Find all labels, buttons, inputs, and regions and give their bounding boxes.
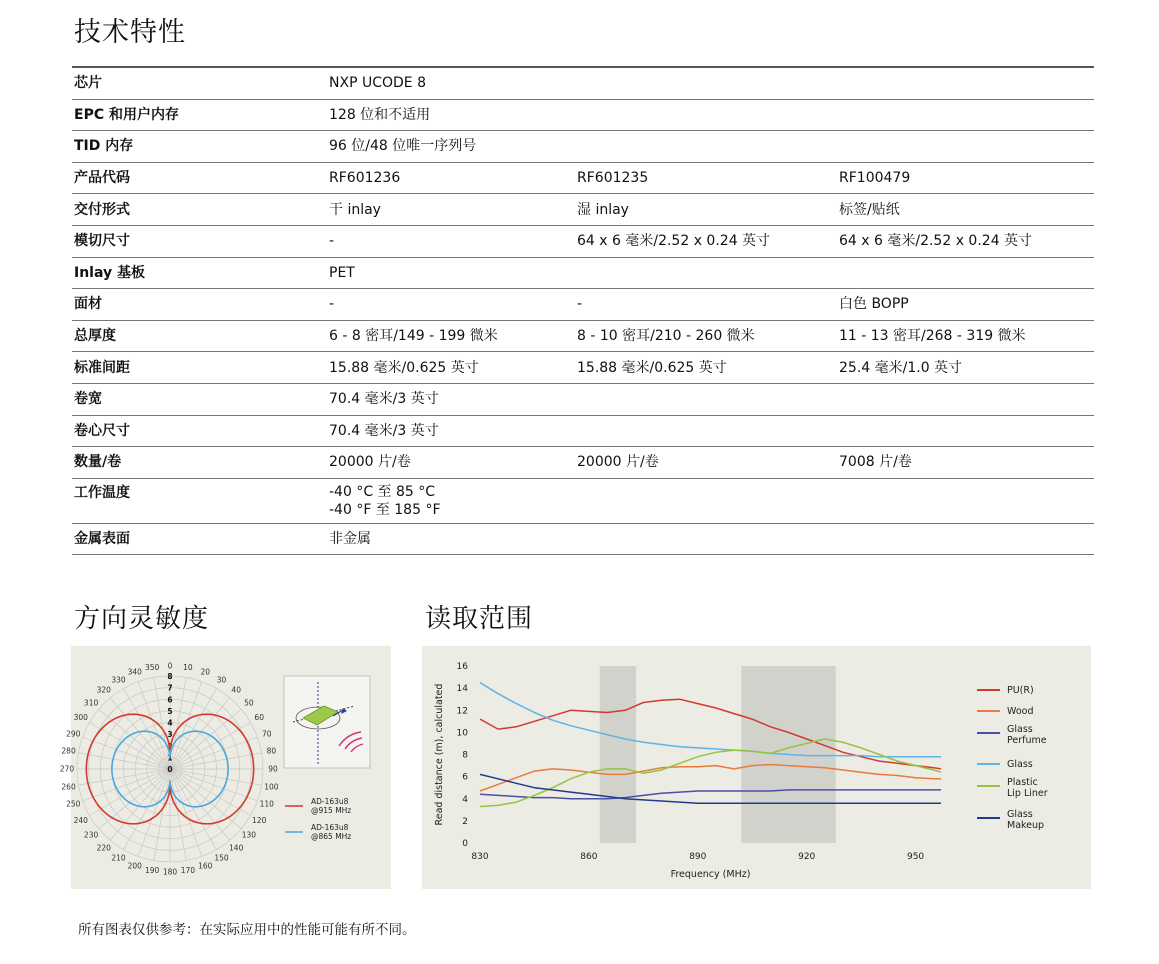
spec-value-2 [575, 67, 837, 99]
legend-label: Makeup [1007, 820, 1045, 831]
polar-radial-label: 1 [167, 753, 173, 763]
spec-value-3 [837, 523, 1094, 555]
spec-value-1 [327, 320, 575, 352]
spec-value-2: RF601235 [577, 170, 649, 187]
polar-radial-label: 8 [167, 672, 173, 681]
polar-angle-label: 220 [96, 843, 111, 853]
spec-value-2 [575, 99, 837, 131]
legend-label: Glass [1007, 809, 1033, 820]
spec-value-3 [837, 257, 1094, 289]
polar-angle-label: 310 [83, 698, 99, 708]
spec-value-1 [327, 257, 575, 289]
spec-row [72, 162, 1094, 194]
legend-label: Glass [1007, 724, 1033, 735]
polar-angle-label: 260 [61, 782, 76, 792]
legend-label: Plastic [1007, 777, 1038, 788]
legend-label: PU(R) [1007, 685, 1034, 696]
spec-value-2 [575, 478, 837, 523]
spec-value-3: 25.4 毫米/1.0 英寸 [839, 359, 963, 376]
spec-value-3 [837, 478, 1094, 523]
polar-legend-label: AD-163u8 [311, 797, 349, 806]
spec-key: 数量/卷 [74, 454, 122, 471]
polar-angle-label: 230 [83, 830, 99, 840]
spec-value-1 [327, 523, 575, 555]
series-line [480, 774, 941, 803]
spec-value-3: 白色 BOPP [839, 296, 909, 313]
spec-key: 金属表面 [74, 531, 130, 548]
series-line [480, 790, 941, 799]
polar-angle-label: 280 [61, 746, 76, 756]
tag-orientation-illustration-icon [284, 676, 370, 768]
polar-angle-label: 20 [200, 667, 211, 677]
polar-angle-label: 40 [231, 685, 241, 695]
spec-value-1-line: 6 - 8 密耳/149 - 199 微米 [329, 328, 498, 345]
spec-value-3: 7008 片/卷 [839, 454, 912, 471]
polar-angle-label: 190 [144, 865, 160, 875]
polar-angle-label: 320 [96, 685, 111, 695]
y-tick-label: 12 [456, 706, 468, 717]
spec-value-1-line: PET [329, 264, 355, 281]
spec-value-1-line: 70.4 毫米/3 英寸 [329, 391, 439, 408]
polar-radial-label: 0 [167, 765, 173, 774]
polar-legend-label: AD-163u8 [311, 823, 349, 832]
polar-angle-label: 350 [144, 663, 160, 673]
spec-key: 卷宽 [74, 391, 102, 408]
legend-label: Glass [1007, 759, 1033, 770]
legend-label: Lip Liner [1007, 788, 1048, 799]
spec-value-2: 15.88 毫米/0.625 英寸 [577, 359, 727, 376]
spec-key: 卷心尺寸 [74, 422, 130, 439]
spec-row [72, 383, 1094, 415]
spec-value-2: - [577, 296, 583, 313]
polar-angle-label: 90 [268, 764, 278, 774]
spec-value-2 [575, 383, 837, 415]
series-line [480, 683, 941, 757]
legend-label: Wood [1007, 706, 1034, 717]
polar-angle-label: 210 [111, 853, 126, 863]
spec-value-1-line: - [329, 296, 335, 313]
spec-value-1-line: 128 位和不适用 [329, 106, 431, 123]
polar-angle-label: 290 [66, 729, 81, 739]
spec-value-2: 20000 片/卷 [577, 454, 659, 471]
series-line [480, 699, 941, 769]
polar-radial-label: 5 [167, 706, 173, 716]
spec-value-3 [837, 131, 1094, 163]
spec-value-1 [327, 415, 575, 447]
specs-heading: 技术特性 [74, 17, 186, 48]
spec-key: TID 内存 [74, 138, 134, 155]
spec-value-2 [575, 257, 837, 289]
spec-value-3 [837, 415, 1094, 447]
x-tick-label: 890 [689, 852, 707, 862]
spec-value-1 [327, 67, 575, 99]
read-range-chart [422, 646, 1091, 889]
polar-radial-label: 4 [167, 718, 173, 728]
polar-angle-label: 130 [241, 830, 257, 840]
spec-row [72, 523, 1094, 555]
spec-value-1-line: 70.4 毫米/3 英寸 [329, 422, 439, 439]
polar-radial-label: 3 [167, 730, 173, 740]
spec-value-1 [327, 162, 575, 194]
polar-angle-label: 200 [127, 861, 142, 871]
spec-value-1-line: 96 位/48 位唯一序列号 [329, 138, 477, 155]
polar-angle-label: 0 [167, 661, 173, 671]
spec-value-1-line: 15.88 毫米/0.625 英寸 [329, 359, 479, 376]
polar-heading: 方向灵敏度 [74, 604, 210, 634]
x-axis-label: Frequency (MHz) [670, 869, 751, 880]
range-panel [422, 646, 1091, 889]
spec-row [72, 99, 1094, 131]
spec-row [72, 225, 1094, 257]
footer-note: 所有图表仅供参考：在实际应用中的性能可能有所不同。 [78, 922, 416, 938]
spec-value-3: 64 x 6 毫米/2.52 x 0.24 英寸 [839, 233, 1033, 250]
polar-angle-label: 140 [229, 843, 244, 853]
polar-angle-label: 180 [162, 867, 178, 877]
y-axis-label: Read distance (m), calculated [434, 683, 445, 826]
y-tick-label: 6 [462, 772, 468, 783]
spec-value-3: 标签/贴纸 [839, 201, 900, 218]
x-tick-label: 830 [471, 852, 489, 862]
spec-value-1-line: 非金属 [329, 531, 371, 548]
spec-value-3 [837, 383, 1094, 415]
range-heading: 读取范围 [425, 604, 534, 634]
spec-key: 标准间距 [74, 359, 130, 376]
spec-value-2 [575, 523, 837, 555]
spec-value-1 [327, 131, 575, 163]
polar-angle-label: 340 [127, 667, 142, 677]
spec-row [72, 67, 1094, 99]
spec-row [72, 478, 1094, 523]
polar-radial-label: 7 [167, 683, 173, 693]
spec-row [72, 194, 1094, 226]
spec-value-1-line: - [329, 233, 335, 250]
spec-value-3: 11 - 13 密耳/268 - 319 微米 [839, 328, 1026, 345]
x-tick-label: 860 [580, 852, 598, 862]
polar-angle-label: 110 [259, 799, 274, 809]
spec-value-1 [327, 99, 575, 131]
y-tick-label: 8 [462, 750, 468, 761]
spec-value-3: RF100479 [839, 170, 911, 187]
spec-value-2: 8 - 10 密耳/210 - 260 微米 [577, 328, 755, 345]
polar-angle-label: 270 [59, 764, 75, 774]
polar-angle-label: 170 [180, 865, 196, 875]
y-tick-label: 14 [456, 684, 468, 695]
spec-value-1 [327, 289, 575, 321]
spec-row [72, 257, 1094, 289]
polar-angle-label: 30 [216, 675, 227, 685]
spec-value-2 [575, 131, 837, 163]
spec-value-1-line: 干 inlay [329, 201, 381, 218]
spec-value-3 [837, 99, 1094, 131]
spec-key: 总厚度 [74, 328, 116, 345]
polar-angle-label: 150 [214, 853, 229, 863]
polar-panel [59, 646, 391, 889]
spec-value-1 [327, 352, 575, 384]
frequency-band [600, 666, 636, 843]
spec-value-1 [327, 225, 575, 257]
spec-key: Inlay 基板 [74, 264, 145, 281]
x-tick-label: 950 [906, 852, 925, 862]
y-tick-label: 4 [462, 794, 468, 805]
spec-key: EPC 和用户内存 [74, 106, 179, 123]
legend-label: Perfume [1007, 735, 1047, 746]
spec-key: 工作温度 [74, 484, 130, 501]
spec-row [72, 352, 1094, 384]
spec-key: 模切尺寸 [74, 233, 130, 250]
polar-angle-label: 330 [111, 675, 126, 685]
polar-angle-label: 80 [266, 746, 277, 756]
polar-angle-label: 10 [183, 663, 193, 673]
polar-radial-label: 6 [167, 695, 173, 705]
spec-value-1 [327, 194, 575, 226]
spec-row [72, 131, 1094, 163]
spec-value-1-line: -40 °C 至 85 °C [329, 483, 436, 500]
spec-value-2 [575, 415, 837, 447]
spec-row [72, 320, 1094, 352]
spec-row [72, 415, 1094, 447]
spec-value-1-line: 20000 片/卷 [329, 454, 411, 471]
polar-radial-label: 2 [167, 741, 173, 751]
spec-table [72, 66, 1094, 555]
polar-legend-label: @915 MHz [311, 806, 352, 815]
y-tick-label: 0 [462, 839, 468, 849]
spec-key: 芯片 [74, 75, 102, 92]
polar-angle-label: 300 [73, 713, 88, 722]
polar-angle-label: 50 [244, 698, 254, 708]
spec-value-1 [327, 383, 575, 415]
spec-value-2: 64 x 6 毫米/2.52 x 0.24 英寸 [577, 233, 771, 250]
polar-angle-label: 60 [254, 713, 264, 722]
polar-legend-label: @865 MHz [311, 832, 352, 841]
spec-key: 面材 [74, 296, 102, 313]
polar-angle-label: 100 [264, 782, 279, 792]
spec-key: 产品代码 [74, 170, 130, 187]
spec-key: 交付形式 [74, 201, 130, 218]
spec-value-1 [327, 447, 575, 479]
spec-row [72, 447, 1094, 479]
polar-angle-label: 250 [66, 799, 81, 809]
spec-value-1-line: RF601236 [329, 170, 401, 187]
y-tick-label: 16 [456, 662, 468, 672]
spec-value-1-line2: -40 °F 至 185 °F [329, 501, 441, 518]
y-tick-label: 10 [456, 728, 468, 739]
polar-angle-label: 160 [198, 861, 213, 871]
polar-chart [59, 646, 391, 889]
spec-value-1 [327, 478, 575, 523]
y-tick-label: 2 [462, 816, 468, 827]
spec-value-2: 湿 inlay [577, 201, 629, 218]
polar-angle-label: 70 [262, 729, 272, 739]
spec-value-3 [837, 67, 1094, 99]
polar-angle-label: 240 [73, 816, 88, 825]
polar-angle-label: 120 [252, 816, 267, 825]
series-line [480, 765, 941, 792]
spec-value-1-line: NXP UCODE 8 [329, 75, 426, 92]
spec-row [72, 289, 1094, 321]
x-tick-label: 920 [798, 852, 816, 862]
